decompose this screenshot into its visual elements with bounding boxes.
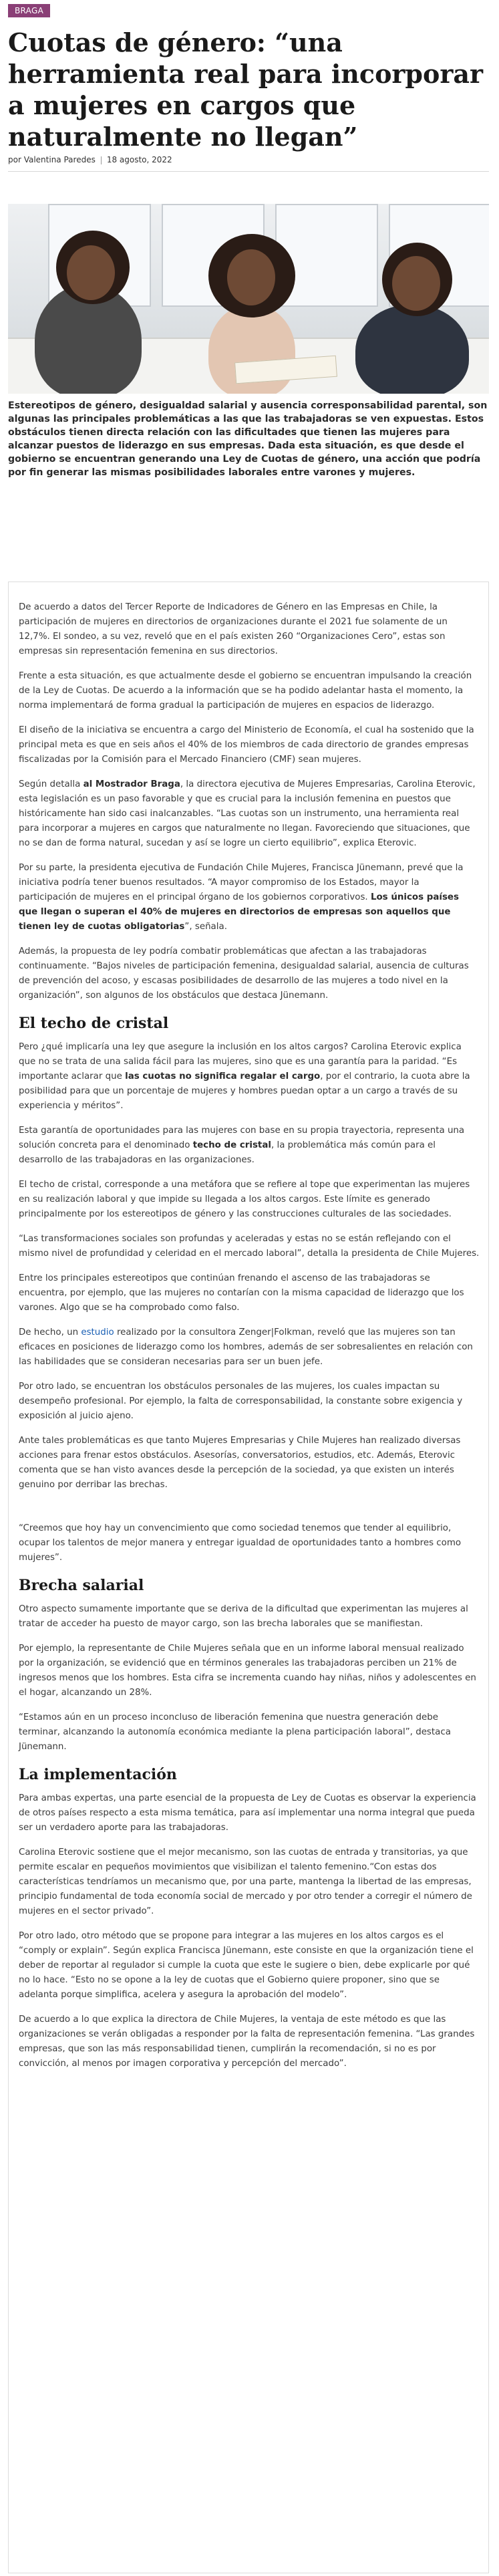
paragraph: Esta garantía de oportunidades para las mujeres con base en su propia trayectoria, representa una solución concreta para el denominado techo de cristal, la problemática más común para el desarrollo de las trabajadoras en las organizaciones. bbox=[19, 1126, 465, 1165]
paragraph: Por otro lado, otro método que se propone para integrar a las mujeres en los altos cargos es el “comply or explain”. Según explica Francisca Jünemann, este consiste en que la organización tiene el deber de reportar al regulador si cumple la cuota que este le sugiere o bien, debe explicarle por qué no lo hace. “Esto no se opone a la ley de cuotas que el Gobierno quiere proponer, sino que se adelanta porque simplifica, acelera y asegura la aprobación del modelo”. bbox=[19, 1931, 474, 2000]
paragraph: Por otro lado, se encuentran los obstáculos personales de las mujeres, los cuales impactan su desempeño profesional. Por ejemplo, la falta de corresponsabilidad, la constante sobre exigencia y exposición al juicio ajeno. bbox=[19, 1382, 463, 1421]
pull-quote: “Creemos que hoy hay un convencimiento que como sociedad tenemos que tender al equilibrio, ocupar los talentos de mejor manera y entregar igualdad de oportunidades tanto a hombres como mujeres”. bbox=[19, 1523, 462, 1563]
paragraph: Además, la propuesta de ley podría combatir problemáticas que afectan a las trabajadoras continuamente. “Bajos niveles de participación femenina, desigualdad salarial, ausencia de culturas de prevención del acoso, y escasas posibilidades de desarrollo de las mujeres a todo nivel en la organización”, son algunos de los obstáculos que destaca Jünemann. bbox=[19, 946, 469, 1001]
article-body bbox=[19, 600, 480, 2081]
paragraph: El diseño de la iniciativa se encuentra a cargo del Ministerio de Economía, el cual ha sostenido que la principal meta es que en seis años el 40% de los miembros de cada directorio de grandes empresas fiscalizadas por la Comisión para el Mercado Financiero (CMF) sean mujeres. bbox=[19, 725, 474, 765]
category-tag[interactable]: BRAGA bbox=[8, 4, 50, 17]
paragraph: Frente a esta situación, es que actualmente desde el gobierno se encuentran impulsando la creación de la Ley de Cuotas. De acuerdo a la información que se ha podido adelantar hasta el momento, la norma implementará de forma gradual la participación de mujeres en espacios de liderazgo. bbox=[19, 671, 472, 711]
paragraph: Ante tales problemáticas es que tanto Mujeres Empresarias y Chile Mujeres han realizado diversas acciones para frenar estos obstáculos. Asesorías, conversatorios, estudios, etc. Además, Eterovic comenta que se han visto avances desde la percepción de la sociedad, ya que existen un interés genuino por derribar las brechas. bbox=[19, 1436, 461, 1490]
paragraph: Pero ¿qué implicaría una ley que asegure la inclusión en los altos cargos? Carolina Eterovic explica que no se trata de una salida fácil para las mujeres, sino que es una garantía para la paridad. “Es importante aclarar que las cuotas no significa regalar el cargo, por el contrario, la cuota abre la posibilidad para que un porcentaje de mujeres y hombres puedan optar a un cargo a través de su experiencia y méritos”. bbox=[19, 1042, 470, 1111]
photo-caption-lead: Estereotipos de género, desigualdad salarial y ausencia corresponsabilidad parental, son algunas las principales problemáticas a las que las trabajadoras se ven expuestas. Estos obstáculos tienen directa relación con las dificultades que tienen las mujeres para alcanzar puestos de liderazgo en sus empresas. Dada esta situación, es que desde el gobierno se encuentran generando una Ley de Cuotas de género, una acción que podría por fin generar las mismas posibilidades laborales entre varones y mujeres. bbox=[8, 400, 488, 478]
bold-quote: Los únicos países que llegan o superan el 40% de mujeres en directorios de empresas son aquellos que tienen ley de cuotas obligatorias bbox=[19, 892, 459, 932]
paragraph: De acuerdo a datos del Tercer Reporte de Indicadores de Género en las Empresas en Chile, la participación de mujeres en directorios de organizaciones durante el 2021 fue solamente de un 12,7%. El sondeo, a su vez, reveló que en el país existen 260 “Organizaciones Cero”, estas son empresas sin representación femenina en sus directorios. bbox=[19, 602, 448, 656]
paragraph: El techo de cristal, corresponde a una metáfora que se refiere al tope que experimentan las mujeres en su realización laboral y que impide su llegada a los altos cargos. Este límite es generado principalmente por los estereotipos de género y las construcciones culturales de las sociedades. bbox=[19, 1180, 470, 1219]
paragraph: Para ambas expertas, una parte esencial de la propuesta de Ley de Cuotas es observar la experiencia de otros países respecto a esta misma temática, para así implementar una norma integral que pueda ser un verdadero aporte para las trabajadoras. bbox=[19, 1793, 476, 1833]
publish-date: 18 agosto, 2022 bbox=[106, 155, 172, 164]
paragraph: De hecho, un estudio realizado por la consultora Zenger|Folkman, reveló que las mujeres son tan eficaces en posiciones de liderazgo como los hombres, además de ser sobresalientes en relación con las habilidades que se consideran necesarias para ser un buen jefe. bbox=[19, 1327, 473, 1367]
paragraph: “Estamos aún en un proceso inconcluso de liberación femenina que nuestra generación debe terminar, alcanzando la autonomía económica mediante la plena participación laboral”, destaca Jünemann. bbox=[19, 1712, 451, 1752]
paragraph: Por ejemplo, la representante de Chile Mujeres señala que en un informe laboral mensual realizado por la organización, se evidenció que en términos generales las trabajadoras perciben un 21% de ingresos menos que los hombres. Esta cifra se incrementa cuando hay niñas, niños y adolescentes en el hogar, alcanzando un 28%. bbox=[19, 1644, 476, 1698]
study-link[interactable]: estudio bbox=[81, 1327, 114, 1337]
byline-divider bbox=[101, 156, 102, 164]
section-heading-techo: El techo de cristal bbox=[19, 1015, 169, 1032]
paragraph: Según detalla al Mostrador Braga, la directora ejecutiva de Mujeres Empresarias, Carolina Eterovic, esta legislación es un paso favorable y que es crucial para la inclusión femenina en puestos que históricamente han sido casi inalcanzables. “Las cuotas son un instrumento, una herramienta real para incorporar a mujeres en cargos que naturalmente no llegan. Favoreciendo que situaciones, que no se dan de forma natural, sucedan y así se logre un cierto equilibrio”, explica Eterovic. bbox=[19, 779, 476, 848]
header-divider bbox=[8, 171, 489, 172]
paragraph: De acuerdo a lo que explica la directora de Chile Mujeres, la ventaja de este método es que las organizaciones se verán obligadas a responder por la falta de representación femenina. “Las grandes empresas, que son las más responsabilidad tienen, cumplirán la recomendación, si no es por convicción, al menos por imagen corporativa y percepción del mercado”. bbox=[19, 2015, 475, 2069]
article-photo bbox=[8, 204, 489, 394]
paragraph: Carolina Eterovic sostiene que el mejor mecanismo, son las cuotas de entrada y transitorias, ya que permite escalar en pequeños movimientos que visibilizan el talento femenino.“Con estas dos características tendríamos un mecanismo que, por una parte, mantenga la libertad de las empresas, principio fundamental de toda economía social de mercado y por otro tender a corregir el número de mujeres en el sector privado”. bbox=[19, 1847, 472, 1916]
paragraph: “Las transformaciones sociales son profundas y aceleradas y estas no se están reflejando con el mismo nivel de profundidad y celeridad en el mercado laboral”, detalla la presidenta de Chile Mujeres. bbox=[19, 1234, 480, 1259]
byline bbox=[8, 155, 172, 164]
bold-term: techo de cristal bbox=[192, 1140, 271, 1150]
paragraph: Entre los principales estereotipos que continúan frenando el ascenso de las trabajadoras se encuentra, por ejemplo, que las mujeres no contarían con la misma capacidad de liderazgo que los varones. Algo que se ha comprobado como falso. bbox=[19, 1273, 464, 1313]
bold-quote: las cuotas no significa regalar el cargo bbox=[125, 1071, 321, 1081]
paragraph: Por su parte, la presidenta ejecutiva de Fundación Chile Mujeres, Francisca Jünemann, prevé que la iniciativa podría tener buenos resultados. “A mayor compromiso de los Estados, mayor la participación de mujeres en el principal órgano de los gobiernos corporativos. Los únicos países que llegan o superan el 40% de mujeres en directorios de empresas son aquellos que tienen ley de cuotas obligatorias”, señala. bbox=[19, 863, 464, 932]
bold-source: al Mostrador Braga bbox=[83, 779, 180, 789]
paragraph: Otro aspecto sumamente importante que se deriva de la dificultad que experimentan las mujeres al tratar de acceder ha puesto de mayor cargo, son las brecha laborales que se manifiestan. bbox=[19, 1604, 468, 1629]
section-heading-implementacion: La implementación bbox=[19, 1766, 177, 1783]
section-heading-brecha: Brecha salarial bbox=[19, 1577, 144, 1594]
article-headline: Cuotas de género: “una herramienta real para incorporar a mujeres en cargos que naturalmente no llegan” bbox=[8, 27, 484, 152]
author-name[interactable]: por Valentina Paredes bbox=[8, 155, 96, 164]
